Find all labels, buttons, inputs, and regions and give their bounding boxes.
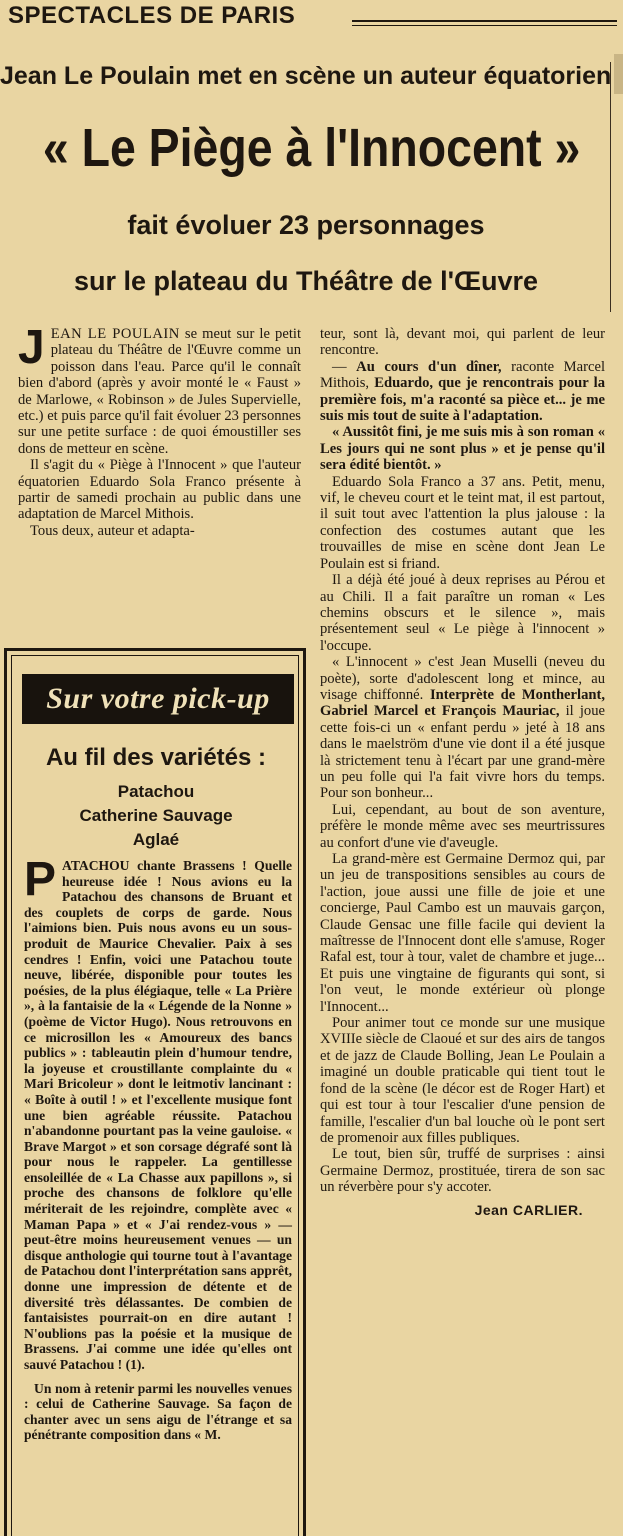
rubric-rule: [352, 20, 617, 26]
sidebar-name-2: Catherine Sauvage: [79, 806, 233, 825]
article-p4-bold-1: Au cours d'un dîner,: [356, 358, 502, 375]
sidebar-paragraph-1: [24, 853, 293, 1373]
article-p8-text-b: il joue cette fois-ci un « enfant perdu » jeté à 18 ans dans le maelström d'une vie dont il a été jusque là strictement tenu à l'écart par une grand-mère un peu folle qui l'a fait vivre hors du temps. Pour son bonheur...: [320, 703, 605, 802]
headline-deck-1: fait évoluer 23 personnages: [127, 210, 485, 240]
sidebar-name-3: Aglaé: [132, 830, 180, 849]
sidebar-inner-frame: [11, 655, 299, 1536]
sidebar-names: [12, 780, 300, 852]
article-paragraph-7: Il a déjà été joué à deux reprises au Pérou et au Chili. Il a fait paraître un roman « Les chemins obscurs et le silence », mais présentement seul « Le piège à l'innocent » l'occupe.: [320, 572, 605, 654]
article-paragraph-12: Le tout, bien sûr, truffé de surprises : ainsi Germaine Dermoz, prostituée, tirera de son sac un réverbère pour s'y accoter.: [320, 1146, 605, 1196]
article-paragraph-8: [320, 654, 605, 802]
column-rule: [610, 62, 611, 312]
article-p8-bold: Interprète de Montherlant, Gabriel Marcel et François Mauriac,: [320, 686, 605, 720]
sidebar-box: [4, 648, 306, 1536]
article-column-1: [18, 321, 301, 539]
article-dropcap: J: [18, 321, 45, 374]
sidebar-dropcap: P: [24, 853, 57, 906]
sidebar-body: [24, 853, 293, 1443]
article-p4-bold-2: Eduardo, que je rencontrais pour la première fois, m'a raconté sa pièce et... je me suis mis tout de suite à l'adaptation.: [320, 375, 605, 425]
headline-title: « Le Piège à l'Innocent »: [42, 118, 581, 178]
sidebar-banner-text: Sur votre pick-up: [46, 682, 270, 715]
sidebar-p1-lead: ATACHOU chante Brassens !: [62, 858, 247, 873]
article-paragraph-10: La grand-mère est Germaine Dermoz qui, par un jeu de transpositions sensibles au cours de l'action, joue aussi une fille de joie et une concierge, Paul Cambo est un mauvais garçon, Claude Gensac une fille facile qui devient la maîtresse de l'Innocent dont elle s'amuse, Roger Rafal est, tour à tour, valet de chambre et juge... Et puis une vingtaine de figurants qui sont, si l'on veut, le monde extérieur où plonge l'Innocent...: [320, 851, 605, 1015]
article-paragraph-5: « Aussitôt fini, je me suis mis à son roman « Les jours qui ne sont plus » et je pense qu'il sera édité bientôt. »: [320, 424, 605, 474]
article-paragraph-11: Pour animer tout ce monde sur une musique XVIIIe siècle de Claoué et sur des airs de tangos et de jazz de Claude Bolling, Jean Le Poulain a imaginé un double praticable qui tient tout le fond de la scène (le décor est de Roger Hart) et qui est tour à tour l'escalier d'une pension de famille, l'escalier d'un bal louche où le pont sert de promenoir aux filles publiques.: [320, 1015, 605, 1146]
page-edge: [614, 54, 623, 94]
section-rubric: SPECTACLES DE PARIS: [8, 2, 296, 29]
sidebar-title: Au fil des variétés :: [45, 744, 267, 771]
article-paragraph-9: Lui, cependant, au bout de son aventure, préfère le monde même avec ses meurtrissures au confort d'une vie d'aveugle.: [320, 801, 605, 851]
article-paragraph-6: Eduardo Sola Franco a 37 ans. Petit, menu, vif, le cheveu court et le teint mat, il est partout, il suit tout avec l'attention la plus jalouse : la confection des costumes autant que les trouvailles de mise en scène dont Jean Le Poulain est si friand.: [320, 473, 605, 572]
article-p4-dash: —: [332, 358, 357, 375]
sidebar-banner: [22, 674, 294, 724]
sidebar-paragraph-2: Un nom à retenir parmi les nouvelles venues : celui de Catherine Sauvage. Sa façon de chanter avec un sens aigu de l'étrange et sa pénétrante composition dans « M.: [24, 1380, 292, 1443]
article-lead-caps: EAN LE POULAIN: [50, 326, 180, 342]
sidebar-name-1: Patachou: [117, 782, 195, 801]
article-paragraph-3: Tous deux, auteur et adapta-: [30, 522, 195, 539]
article-p8-text-a: « L'innocent » c'est Jean Muselli (neveu du poète), sorte d'adolescent long et mince, au visage chiffonné.: [320, 654, 605, 703]
article-paragraph-3-cont: teur, sont là, devant moi, qui parlent de leur rencontre.: [320, 326, 605, 359]
article-signature: Jean CARLIER.: [474, 1201, 583, 1218]
article-paragraph-4: [320, 359, 605, 425]
article-paragraph-1: [18, 321, 301, 457]
sidebar-p1-text: Quelle heureuse idée ! Nous avions eu la Patachou des chansons de Bruant et des couplets de corps de garde. Nous l'aimions bien. Puis nous avons eu un sous-produit de Maurice Chevalier. Paix à ses cendres ! Enfin, voici une Patachou toute neuve, libérée, disponible pour toutes les poésies, de la plus élégiaque, telle « La Prière », à la fantaisie de la « Légende de la Nonne » (poème de Victor Hugo). Nous retrouvons en ce microsillon les « Amoureux des bancs publics » : tableautin plein d'humour tendre, la joyeuse et croustillante complainte du « Mari Bricoleur » dont le leitmotiv lancinant : « Boîte à outil ! » et l'excellente musique font une bien agréable réussite. Patachou n'abandonne pourtant pas la veine gauloise. « Brave Margot » et son corsage dégrafé sont là pour nous le rappeler. La gentillesse ensoleillée de « La Chasse aux papillons », si proche des chansons de folklore qu'elle mériterait de les rejoindre, complète avec « Maman Papa » et « J'ai rendez-vous » — peut-être moins heureusement venues — un disque anthologie qui tourne tout à l'avantage de Patachou dont l'interprétation sans apprêt, donne une impression de détente et de diversité très délassantes. De combien de fantaisistes pourrait-on en dire autant ! N'oublions pas la poésie et la musique de Brassens. J'ai comme une idée qu'elles ont sauvé Patachou ! (1).: [24, 858, 293, 1372]
article-column-2: [320, 326, 605, 1218]
article-paragraph-2: Il s'agit du « Piège à l'Innocent » que l'auteur équatorien Eduardo Sola Franco présente à partir de samedi prochain au public dans une adaptation de Marcel Mithois.: [18, 457, 301, 523]
article-p4-text: raconte Marcel Mithois,: [320, 358, 605, 392]
headline-deck-2: sur le plateau du Théâtre de l'Œuvre: [73, 266, 539, 296]
article-p1-text: se meut sur le petit plateau du Théâtre de l'Œuvre comme un poisson dans l'eau. Parce qu'il le connaît bien d'abord (après y avoir monté le « Faust » de Marlowe, « Robinson » de Jules Supervielle, etc.) et puis parce qu'il fait évoluer 23 personnes sur une petite surface : de quoi émoustiller ses dons de metteur en scène.: [18, 326, 301, 457]
headline-kicker: Jean Le Poulain met en scène un auteur équatorien: [0, 62, 612, 90]
